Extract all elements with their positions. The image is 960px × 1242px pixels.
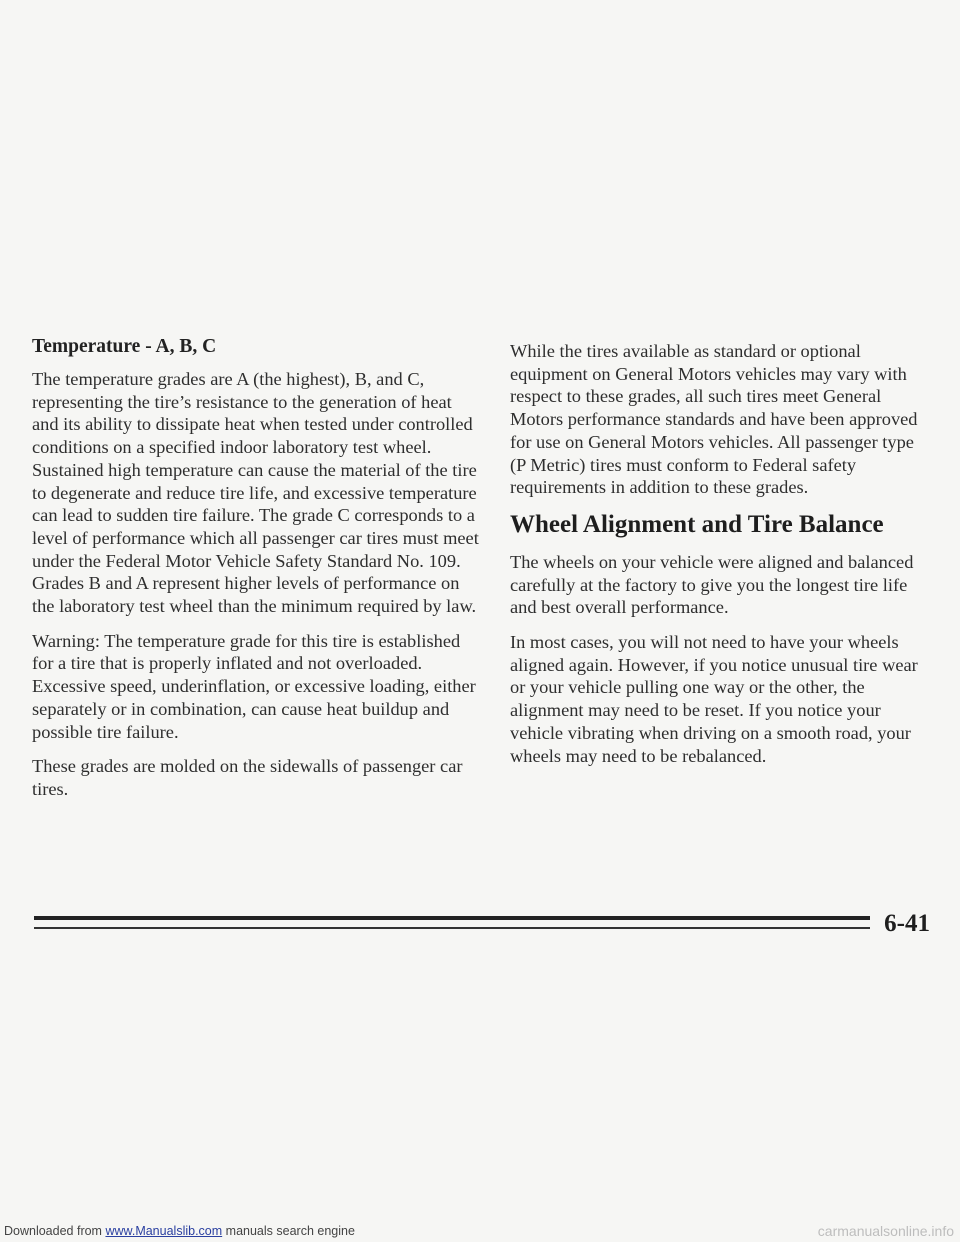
alignment-paragraph-2: In most cases, you will not need to have your wheels aligned again. However, if you notice unusual tire wear or your vehicle pulling one way or the other, the alignment may need to be reset. If you notice your vehicle vibrating when driving on a smooth road, your wheels may need to be rebalanced. bbox=[510, 632, 918, 766]
manualslib-link[interactable]: www.Manualslib.com bbox=[105, 1224, 223, 1238]
download-notice bbox=[4, 1224, 355, 1238]
wheel-alignment-heading: Wheel Alignment and Tire Balance bbox=[510, 510, 884, 538]
download-suffix: manuals search engine bbox=[225, 1224, 355, 1238]
left-column bbox=[32, 336, 480, 813]
temperature-subheading: Temperature - A, B, C bbox=[32, 336, 217, 357]
thick-rule-divider bbox=[34, 916, 870, 920]
download-prefix: Downloaded from bbox=[4, 1224, 102, 1238]
grades-intro-paragraph: While the tires available as standard or optional equipment on General Motors vehicles may vary with respect to these grades, all such tires meet General Motors performance standards and have been approved for use on General Motors vehicles. All passenger type (P Metric) tires must conform to Federal safety requirements in addition to these grades. bbox=[510, 341, 918, 498]
page-number: 6-41 bbox=[884, 910, 930, 937]
download-footer bbox=[0, 1222, 960, 1242]
temperature-paragraph-1: The temperature grades are A (the highest), B, and C, representing the tire’s resistance to the generation of heat and its ability to dissipate heat when tested under controlled conditions on a specified indoor laboratory test wheel. Sustained high temperature can cause the material of the tire to degenerate and reduce tire life, and excessive temperature can lead to sudden tire failure. The grade C corresponds to a level of performance which all passenger car tires must meet under the Federal Motor Vehicle Safety Standard No. 109. Grades B and A represent higher levels of performance on the laboratory test wheel than the minimum required by law. bbox=[32, 369, 479, 617]
right-column bbox=[510, 340, 930, 779]
alignment-paragraph-1: The wheels on your vehicle were aligned and balanced carefully at the factory to give you the longest tire life and best overall performance. bbox=[510, 551, 914, 618]
watermark-text: carmanualsonline.info bbox=[817, 1223, 954, 1239]
temperature-paragraph-3: These grades are molded on the sidewalls of passenger car tires. bbox=[32, 756, 463, 799]
thin-rule-divider bbox=[34, 927, 870, 929]
temperature-warning-paragraph: Warning: The temperature grade for this tire is established for a tire that is properly inflated and not overloaded. Excessive speed, underinflation, or excessive loading, either separately or in combination, can cause heat buildup and possible tire failure. bbox=[32, 630, 476, 742]
page-footer-rule bbox=[0, 912, 960, 936]
